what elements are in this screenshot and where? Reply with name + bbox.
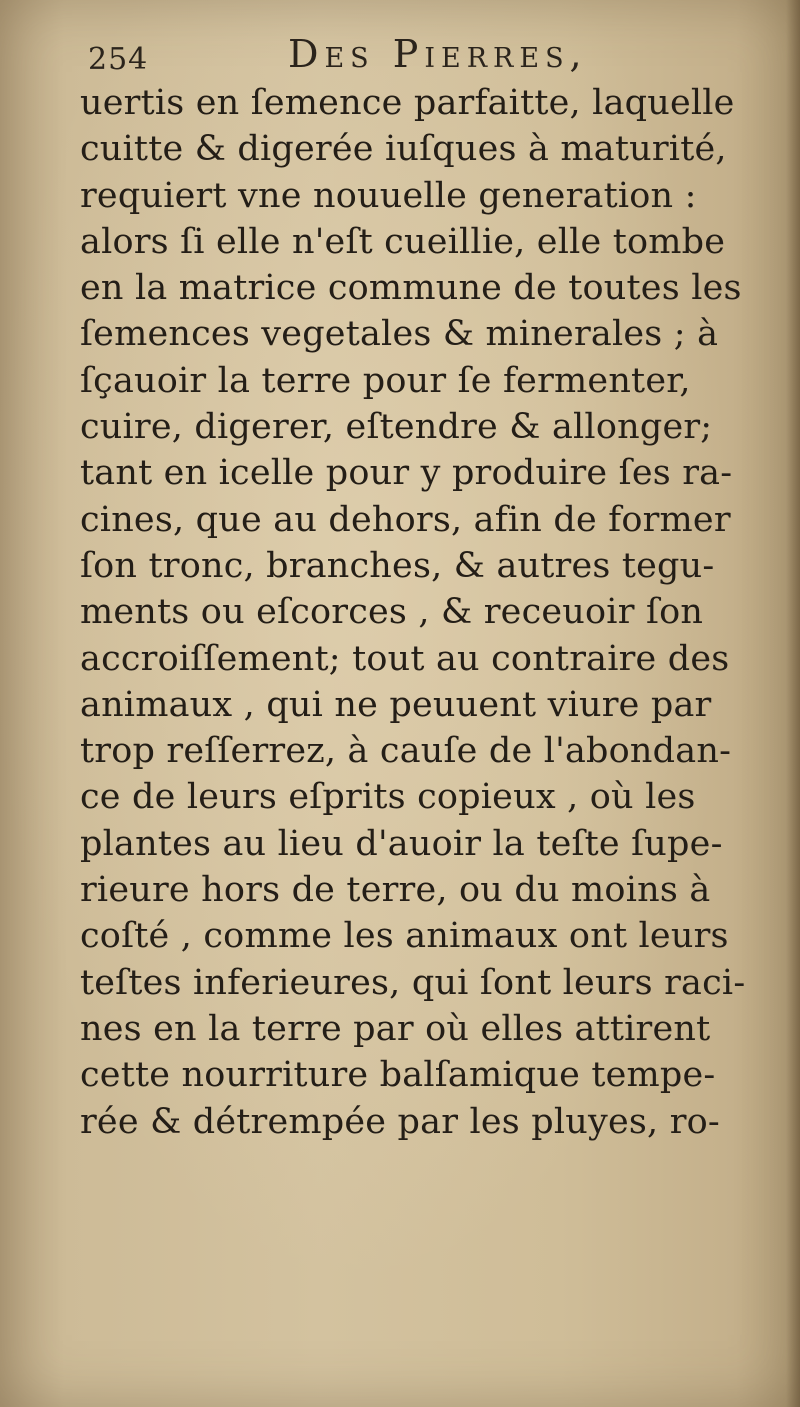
text-line: uertis en ſemence parfaitte, laquelle <box>80 83 735 123</box>
text-line: cuire, digerer, eſtendre & allonger; <box>80 407 713 448</box>
text-line: rieure hors de terre, ou du moins à <box>80 870 711 911</box>
text-line: requiert vne nouuelle generation : <box>80 175 697 216</box>
text-line: ments ou eſcorces , & receuoir ſon <box>80 592 704 633</box>
page-spine-shadow <box>786 0 800 1407</box>
text-line: coſté , comme les animaux ont leurs <box>80 916 729 957</box>
text-line: animaux , qui ne peuuent viure par <box>80 684 712 725</box>
text-line: alors ſi elle n'eſt cueillie, elle tombe <box>80 221 726 262</box>
text-line: cuitte & digerée iuſques à maturité, <box>80 129 727 170</box>
text-line: teſtes inferieures, qui ſont leurs raci- <box>80 962 746 1003</box>
running-head: Des Pierres, <box>288 32 588 76</box>
text-line: en la matrice commune de toutes les <box>80 268 742 309</box>
page-header <box>88 28 748 88</box>
text-line: nes en la terre par où elles attirent <box>80 1008 711 1049</box>
text-line: tant en icelle pour y produire ſes ra- <box>80 453 733 494</box>
text-line: plantes au lieu d'auoir la teſte ſupe- <box>80 823 723 864</box>
text-line: ſçauoir la terre pour ſe fermenter, <box>80 360 691 401</box>
text-line: cines, que au dehors, afin de former <box>80 499 731 540</box>
text-line: trop reſſerrez, à cauſe de l'abondan- <box>80 731 732 772</box>
page-number: 254 <box>88 42 149 77</box>
text-line: accroiſſement; tout au contraire des <box>80 638 730 679</box>
body-text <box>80 80 760 1145</box>
text-line: cette nourriture balſamique tempe- <box>80 1055 716 1096</box>
text-line: rée & détrempée par les pluyes, ro- <box>80 1101 720 1142</box>
text-line: ſemences vegetales & minerales ; à <box>80 314 719 355</box>
text-line: ſon tronc, branches, & autres tegu- <box>80 545 715 586</box>
text-line: ce de leurs eſprits copieux , où les <box>80 777 696 818</box>
